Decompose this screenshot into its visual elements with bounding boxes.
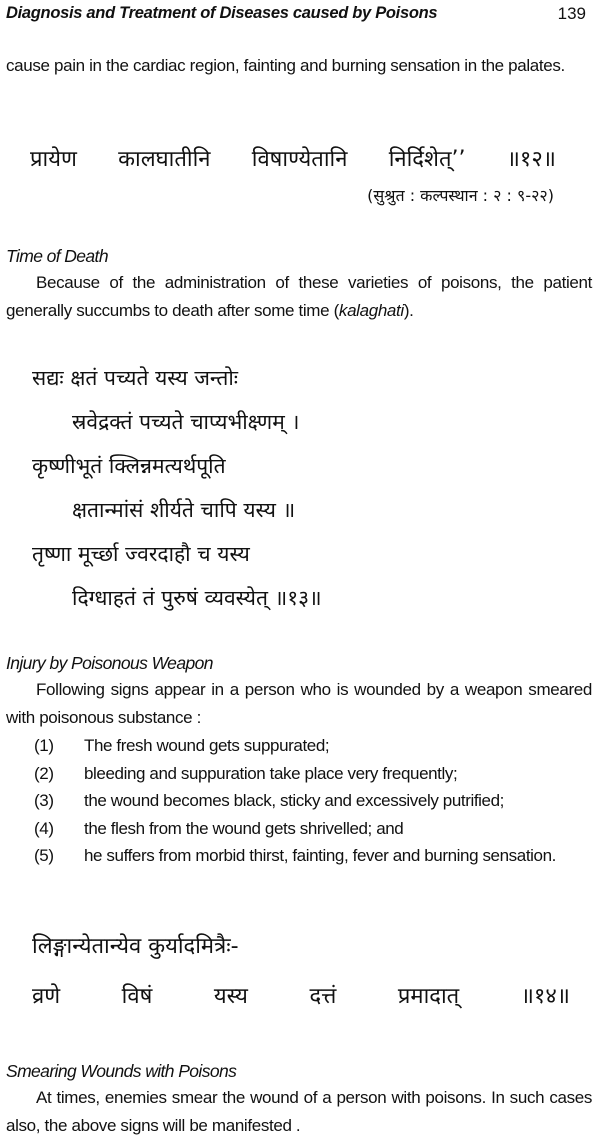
page-number: 139: [557, 4, 586, 23]
italic-term: kalaghati: [338, 301, 404, 320]
section-paragraph: Because of the administration of these varieties of poisons, the patient generally succumbs to death after some time (kalaghati).: [6, 273, 592, 320]
verse-14: [6, 922, 592, 1022]
verse-word: यस्य: [213, 984, 248, 1009]
list-item-number: (4): [34, 818, 54, 838]
verse-number: ॥१४॥: [520, 984, 570, 1009]
list-item-number: (3): [34, 791, 54, 810]
section-heading: Time of Death: [6, 246, 108, 266]
verse-12-reference: (सुश्रुत : कल्पस्थान : २ : ९-२२): [367, 186, 554, 205]
section-injury: [6, 650, 592, 870]
list-item-text: the flesh from the wound gets shrivelled; and: [84, 818, 404, 838]
verse-word: व्रणे: [32, 984, 61, 1009]
list-item-number: (2): [34, 763, 54, 783]
intro-paragraph-block: [6, 52, 592, 80]
verse-word: प्रायेण: [30, 147, 77, 172]
running-title: Diagnosis and Treatment of Diseases caused by Poisons: [6, 4, 438, 22]
verse-12: [6, 138, 592, 206]
verse-13-line: दिग्धाहतं तं पुरुषं व्यवस्येत् ॥१३॥: [72, 586, 322, 610]
list-item: [6, 732, 592, 760]
intro-paragraph: cause pain in the cardiac region, fainting and burning sensation in the palates.: [6, 56, 565, 75]
verse-word: विषाण्येतानि: [251, 147, 348, 172]
verse-13-line: कृष्णीभूतं क्लिन्नमत्यर्थपूति: [32, 454, 226, 478]
verse-13-line: स्रवेद्रक्तं पच्यते चाप्यभीक्ष्णम् ।: [72, 410, 300, 434]
list-item: [6, 842, 592, 870]
list-item: [6, 760, 592, 788]
list-item-text: bleeding and suppuration take place very frequently;: [84, 763, 458, 783]
verse-word: कालघातीनि: [118, 147, 211, 172]
verse-word: दत्तं: [309, 984, 337, 1009]
section-paragraph: At times, enemies smear the wound of a person with poisons. In such cases also, the above signs will be manifested .: [6, 1088, 592, 1135]
verse-word: प्रमादात्: [397, 984, 460, 1009]
verse-13: [6, 356, 592, 620]
running-header: [6, 4, 592, 30]
verse-word: निर्दिशेत्’’: [388, 147, 466, 172]
list-item-text: the wound becomes black, sticky and excessively putrified;: [84, 791, 504, 810]
list-item-number: (1): [34, 736, 54, 755]
list-item-text: The fresh wound gets suppurated;: [84, 736, 330, 755]
verse-13-line: क्षतान्मांसं शीर्यते चापि यस्य ॥: [72, 498, 296, 522]
verse-14-line: [6, 972, 592, 1022]
verse-13-line: तृष्णा मूर्च्छा ज्वरदाहौ च यस्य: [32, 542, 250, 566]
verse-number: ॥१२॥: [506, 147, 556, 172]
section-time-of-death: [6, 243, 592, 325]
verse-word: विषं: [121, 984, 153, 1009]
list-item-text: he suffers from morbid thirst, fainting, fever and burning sensation.: [84, 846, 556, 865]
signs-list: [6, 732, 592, 870]
list-item: [6, 787, 592, 815]
verse-12-line: [6, 138, 592, 182]
section-paragraph: Following signs appear in a person who is wounded by a weapon smeared with poisonous substance :: [6, 680, 592, 727]
verse-13-line: सद्यः क्षतं पच्यते यस्य जन्तोः: [32, 366, 239, 390]
section-smearing: [6, 1058, 592, 1140]
section-heading: Injury by Poisonous Weapon: [6, 653, 213, 673]
verse-14-line: लिङ्गान्येतान्येव कुर्यादमित्रैः-: [32, 934, 239, 959]
list-item-number: (5): [34, 846, 54, 865]
section-heading: Smearing Wounds with Poisons: [6, 1061, 237, 1081]
list-item: [6, 815, 592, 843]
